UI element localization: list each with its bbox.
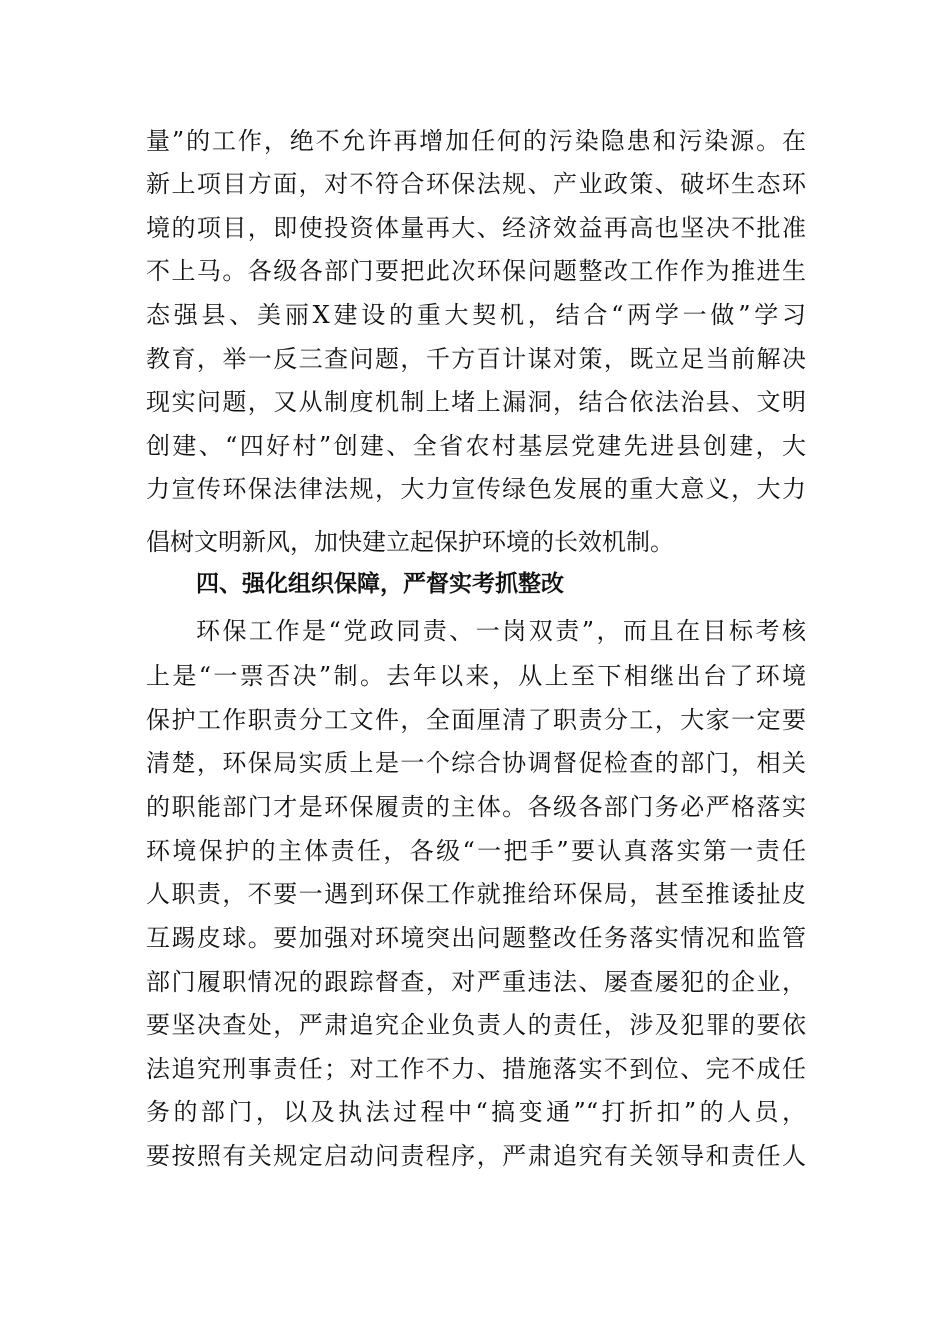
paragraph-2-line-1: 环保工作是“党政同责、一岗双责”，而且在目标考核: [196, 617, 806, 645]
paragraph-2-line-13: 要按照有关规定启动问责程序，严肃追究有关领导和责任人: [146, 1142, 806, 1170]
paragraph-2-line-6: 环境保护的主体责任，各级“一把手”要认真落实第一责任: [146, 837, 806, 865]
paragraph-1-line-10: 倡树文明新风，加快建立起保护环境的长效机制。: [146, 528, 674, 556]
paragraph-1-line-9: 力宣传环保法律法规，大力宣传绿色发展的重大意义，大力: [146, 475, 806, 503]
paragraph-1-line-1: 量”的工作，绝不允许再增加任何的污染隐患和污染源。在: [146, 127, 806, 155]
paragraph-1-line-5: 态强县、美丽X建设的重大契机，结合“两学一做”学习: [146, 301, 806, 329]
paragraph-2-line-2: 上是“一票否决”制。去年以来，从上至下相继出台了环境: [146, 662, 806, 690]
paragraph-2-line-9: 部门履职情况的跟踪督查，对严重违法、屡查屡犯的企业，: [146, 968, 806, 996]
paragraph-2-line-7: 人职责，不要一遇到环保工作就推给环保局，甚至推诿扯皮: [146, 880, 806, 908]
paragraph-1-line-8: 创建、“四好村”创建、全省农村基层党建先进县创建，大: [146, 432, 806, 460]
paragraph-2-line-4: 清楚，环保局实质上是一个综合协调督促检查的部门，相关: [146, 749, 806, 777]
paragraph-1-line-3: 境的项目，即使投资体量再大、经济效益再高也坚决不批准: [146, 214, 806, 242]
paragraph-2-line-12: 务的部门，以及执法过程中“搞变通”“打折扣”的人员，: [146, 1098, 806, 1126]
section-heading: 四、强化组织保障，严督实考抓整改: [196, 571, 564, 597]
paragraph-1-line-7: 现实问题，又从制度机制上堵上漏洞，结合依法治县、文明: [146, 388, 806, 416]
paragraph-2-line-10: 要坚决查处，严肃追究企业负责人的责任，涉及犯罪的要依: [146, 1011, 806, 1039]
paragraph-2-line-3: 保护工作职责分工文件，全面厘清了职责分工，大家一定要: [146, 706, 806, 734]
paragraph-1-line-4: 不上马。各级各部门要把此次环保问题整改工作作为推进生: [146, 257, 806, 285]
paragraph-1-line-2: 新上项目方面，对不符合环保法规、产业政策、破坏生态环: [146, 170, 806, 198]
paragraph-2-line-5: 的职能部门才是环保履责的主体。各级各部门务必严格落实: [146, 793, 806, 821]
paragraph-2-line-8: 互踢皮球。要加强对环境突出问题整改任务落实情况和监管: [146, 924, 806, 952]
paragraph-2-line-11: 法追究刑事责任；对工作不力、措施落实不到位、完不成任: [146, 1055, 806, 1083]
paragraph-1-line-6: 教育，举一反三查问题，千方百计谋对策，既立足当前解决: [146, 345, 806, 373]
